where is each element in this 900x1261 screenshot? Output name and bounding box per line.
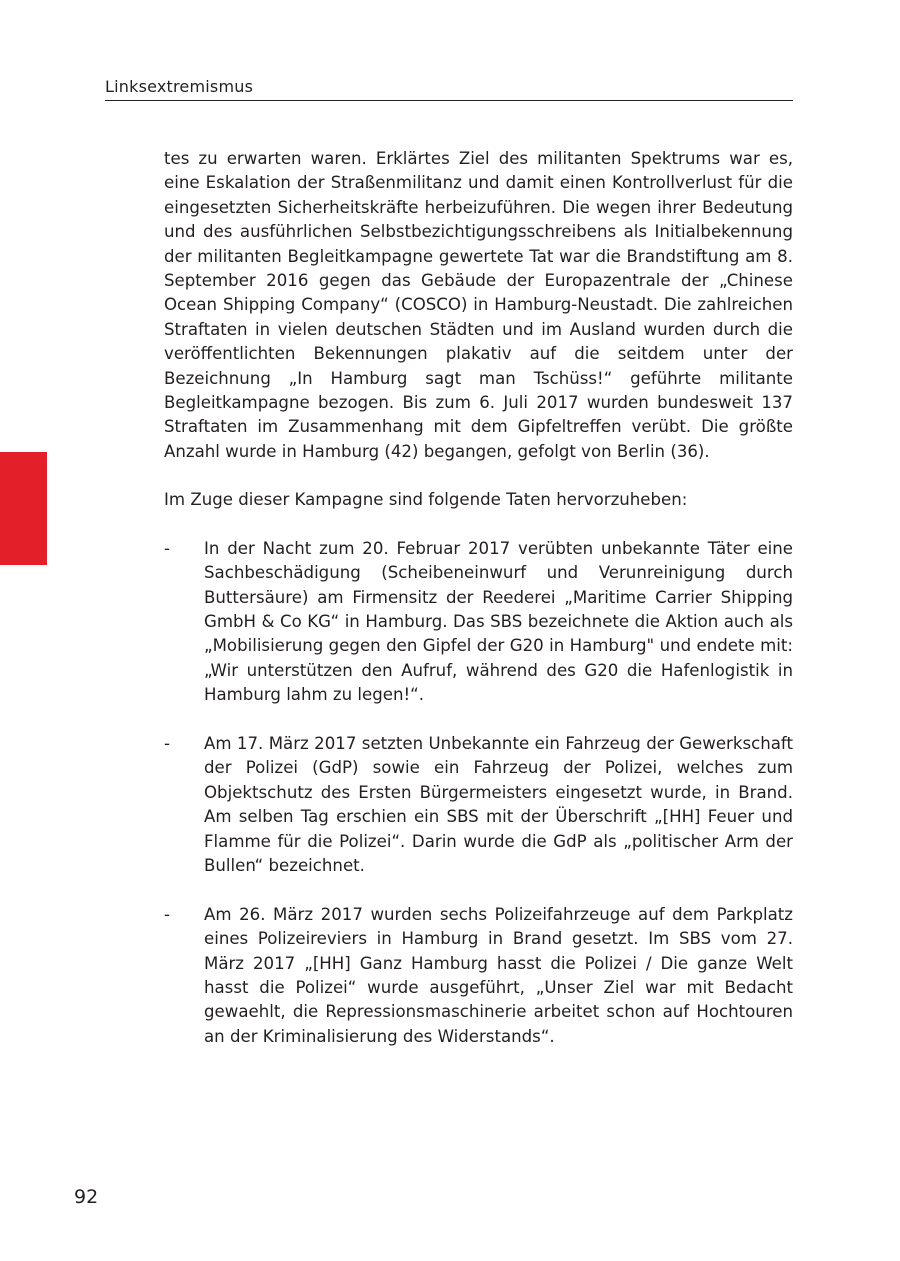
list-item-text: In der Nacht zum 20. Februar 2017 verübten unbekannte Täter eine Sachbeschädigung (Scheibeneinwurf und Verunreinigung durch Buttersäure) am Firmensitz der Reederei „Maritime Carrier Shipping GmbH & Co KG“ in Hamburg. Das SBS bezeichnete die Aktion auch als „Mobilisierung gegen den Gipfel der G20 in Hamburg" und endete mit: „Wir unterstützen den Aufruf, während des G20 die Hafenlogistik in Hamburg lahm zu legen!“.: [204, 538, 793, 705]
list-item-text: Am 26. März 2017 wurden sechs Polizeifahrzeuge auf dem Parkplatz eines Polizeireviers in Hamburg in Brand gesetzt. Im SBS vom 27. März 2017 „[HH] Ganz Hamburg hasst die Polizei / Die ganze Welt hasst die Polizei“ wurde ausgeführt, „Unser Ziel war mit Bedacht gewaehlt, die Repressionsmaschinerie arbeitet schon auf Hochtouren an der Kriminalisierung des Widerstands“.: [204, 904, 793, 1046]
list-item: [164, 732, 793, 878]
list-item: [164, 537, 793, 708]
list-item: [164, 903, 793, 1049]
list-item-text: Am 17. März 2017 setzten Unbekannte ein Fahrzeug der Gewerkschaft der Polizei (GdP) sowie ein Fahrzeug der Polizei, welches zum Objektschutz des Ersten Bürgermeisters eingesetzt wurde, in Brand. Am selben Tag erschien ein SBS mit der Überschrift „[HH] Feuer und Flamme für die Polizei“. Darin wurde die GdP als „politischer Arm der Bullen“ bezeichnet.: [204, 733, 793, 875]
header-divider: [105, 100, 793, 101]
incident-list: [164, 537, 793, 1050]
list-marker: -: [164, 538, 170, 558]
running-header-title: Linksextremismus: [105, 77, 254, 96]
page-number: 92: [74, 1186, 99, 1208]
list-intro: Im Zuge dieser Kampagne sind folgende Taten hervorzuheben:: [164, 490, 688, 510]
body-paragraph: tes zu erwarten waren. Erklärtes Ziel des militanten Spektrums war es, eine Eskalation der Straßenmilitanz und damit einen Kontrollverlust für die eingesetzten Sicherheitskräfte herbeizuführen. Die wegen ihrer Bedeutung und des ausführlichen Selbstbezichtigungsschreibens als Initialbekennung der militanten Begleitkampagne gewertete Tat war die Brandstiftung am 8. September 2016 gegen das Gebäude der Europazentrale der „Chinese Ocean Shipping Company“ (COSCO) in Hamburg-Neustadt. Die zahlreichen Straftaten in vielen deutschen Städten und im Ausland wurden durch die veröffentlichten Bekennungen plakativ auf die seitdem unter der Bezeichnung „In Hamburg sagt man Tschüss!“ geführte militante Begleitkampagne bezogen. Bis zum 6. Juli 2017 wurden bundesweit 137 Straftaten im Zusammenhang mit dem Gipfeltreffen verübt. Die größte Anzahl wurde in Hamburg (42) begangen, gefolgt von Berlin (36).: [164, 149, 793, 461]
list-marker: -: [164, 904, 170, 924]
chapter-marker-tab: [0, 452, 47, 565]
body-text: [164, 147, 793, 1074]
list-marker: -: [164, 733, 170, 753]
